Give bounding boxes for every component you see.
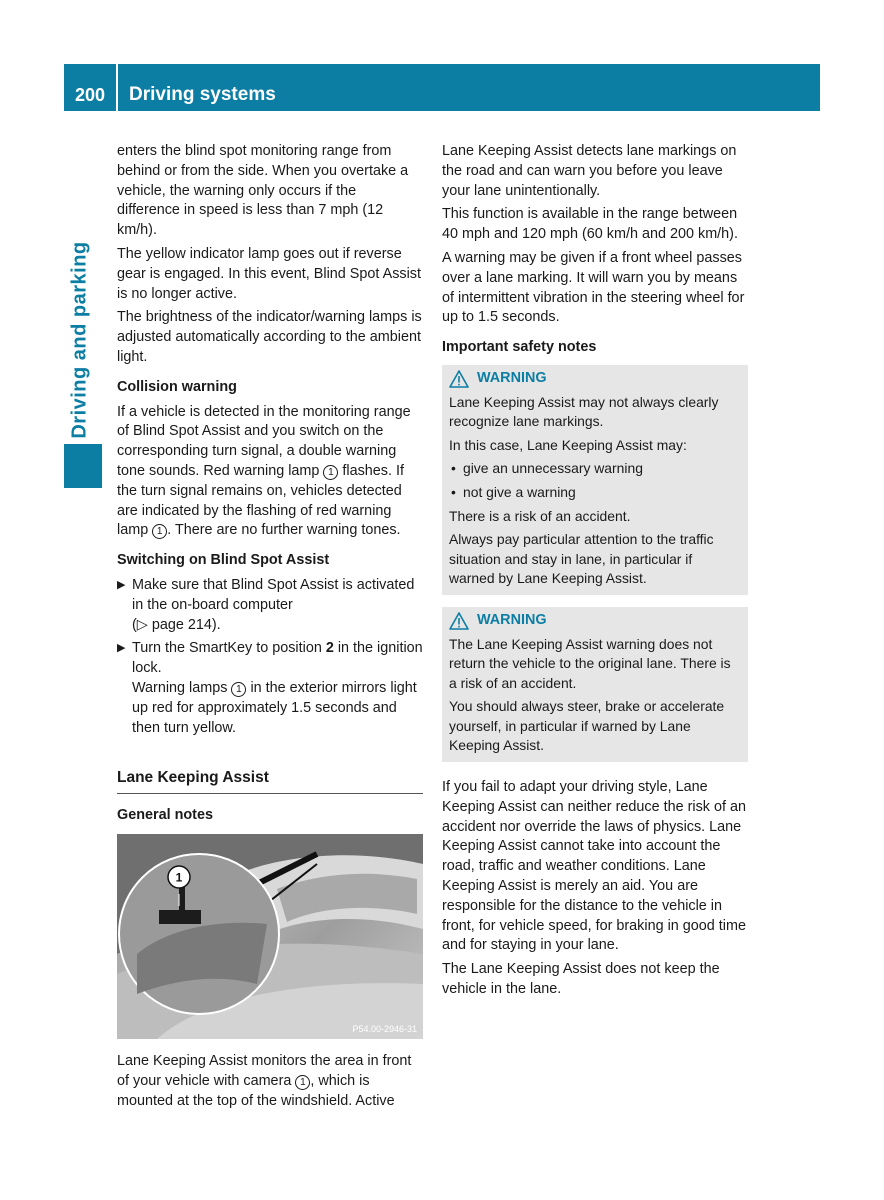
right-column xyxy=(442,142,748,1004)
side-tab-block xyxy=(64,444,102,488)
warning-box xyxy=(442,607,748,762)
marker-1: 1 xyxy=(295,1075,310,1090)
page-number: 200 xyxy=(74,85,106,105)
paragraph: The yellow indicator lamp goes out if reverse gear is engaged. In this event, Blind Spot Assist is no longer active. xyxy=(117,245,421,302)
paragraph: The Lane Keeping Assist does not keep the vehicle in the lane. xyxy=(442,961,720,998)
marker-1: 1 xyxy=(152,524,167,539)
warning-text: In this case, Lane Keeping Assist may: xyxy=(449,436,687,453)
marker-1: 1 xyxy=(323,465,338,480)
svg-text:1: 1 xyxy=(175,870,183,885)
bullet-item: • give an unnecessary warning xyxy=(451,459,740,479)
warning-text: The Lane Keeping Assist warning does not return the vehicle to the original lane. There is a risk of an accident. xyxy=(449,635,731,691)
collision-paragraph: If a vehicle is detected in the monitoring range of Blind Spot Assist and you switch on the corresponding turn signal, a double warning tone sounds. Red warning lamp 1 flashes. If the turn signal remains on, vehicles detected are indicated by the flashing of red warning lamp 1 . There are no further warning tones. xyxy=(117,403,411,539)
step-item: ▶ Turn the SmartKey to position 2 in the ignition lock. Warning lamps 1 in the exterior mirrors light up red for approximately 1.5 seconds and then turn yellow. xyxy=(117,640,423,736)
header-divider xyxy=(116,64,118,111)
monitor-paragraph: Lane Keeping Assist monitors the area in front of your vehicle with camera 1 , which is mounted at the top of the windshield. Active xyxy=(117,1052,412,1109)
warning-text: There is a risk of an accident. xyxy=(449,507,631,524)
switching-heading: Switching on Blind Spot Assist xyxy=(117,552,330,569)
bullet-item: • not give a warning xyxy=(451,483,740,503)
paragraph: enters the blind spot monitoring range from behind or from the side. When you overtake a vehicle, the warning only occurs if the difference in speed is less than 7 mph (12 km/h). xyxy=(117,143,409,239)
warning-text: You should always steer, brake or accelerate yourself, in particular if warned by Lane Keeping Assist. xyxy=(449,698,725,754)
warning-text: Always pay particular attention to the traffic situation and stay in lane, in particular if warned by Lane Keeping Assist. xyxy=(449,531,714,587)
collision-warning-heading: Collision warning xyxy=(117,378,237,395)
step-arrow-icon: ▶ xyxy=(117,578,126,591)
warning-box xyxy=(442,365,748,595)
warning-title: WARNING xyxy=(449,611,740,631)
warning-title: WARNING xyxy=(449,369,740,389)
general-notes-heading: General notes xyxy=(117,807,213,824)
step-item: ▶ Make sure that Blind Spot Assist is activated in the on-board computer (▷ page 214). xyxy=(117,576,415,633)
paragraph: This function is available in the range between 40 mph and 120 mph (60 km/h and 200 km/h). xyxy=(442,206,738,243)
warning-triangle-icon xyxy=(449,370,469,388)
page-reference[interactable]: (▷ page 214). xyxy=(132,616,221,633)
lane-keeping-assist-heading: Lane Keeping Assist xyxy=(117,768,423,794)
paragraph: A warning may be given if a front wheel passes over a lane marking. It will warn you by means of intermittent vibration in the steering wheel for up to 1.5 seconds. xyxy=(442,249,745,326)
paragraph: The brightness of the indicator/warning lamps is adjusted automatically according to the ambient light. xyxy=(117,309,422,365)
paragraph: Lane Keeping Assist detects lane markings on the road and can warn you before you leave your lane unintentionally. xyxy=(442,143,737,199)
photo-code: P54.00-2946-31 xyxy=(352,1023,417,1034)
warning-text: Lane Keeping Assist may not always clearly recognize lane markings. xyxy=(449,393,719,430)
warning-triangle-icon xyxy=(449,612,469,630)
side-tab-label: Driving and parking xyxy=(68,241,91,439)
left-column xyxy=(117,142,423,1115)
chapter-title: Driving systems xyxy=(129,84,276,105)
camera-location-photo xyxy=(117,834,423,1039)
marker-1: 1 xyxy=(231,682,246,697)
step-arrow-icon: ▶ xyxy=(117,642,126,655)
safety-notes-heading: Important safety notes xyxy=(442,339,597,356)
paragraph: If you fail to adapt your driving style, Lane Keeping Assist can neither reduce the risk of an accident nor override the laws of physics. Lane Keeping Assist cannot take into account the road, traffic and weather conditions. Lane Keeping Assist is merely an aid. You are responsible for the distance to the vehicle in front, for vehicle speed, for braking in good time and for staying in your lane. xyxy=(442,779,746,954)
